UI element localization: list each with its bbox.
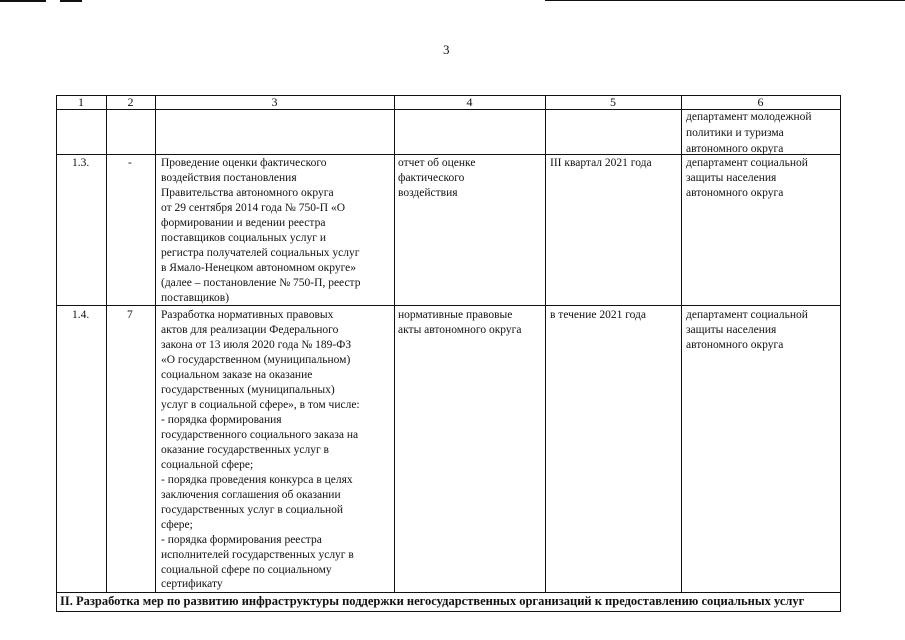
row-1-4-col6-line-1: департамент социальной [686, 309, 808, 321]
row-1-3-col4-line-2: фактического [398, 172, 465, 184]
row-1-3-col3-line-8: в Ямало-Ненецком автономном округе» [161, 262, 356, 274]
row-1-3-col2: - [128, 157, 132, 169]
header-col-6: 6 [757, 95, 764, 109]
row-1-4-col3-line-6: государственных (муниципальных) [161, 384, 335, 396]
section-row-bottom-border [56, 611, 841, 612]
header-col-4: 4 [466, 95, 473, 109]
col-5-6-divider [681, 95, 682, 593]
scan-edge-mark-right [545, 0, 905, 1]
continuation-col6-line-1: департамент молодежной [686, 111, 812, 123]
row-1-4-col3-line-18: социальной сфере по социальному [161, 564, 332, 576]
row-1-3-col4-line-3: воздействия [398, 187, 458, 199]
table-right-border [840, 95, 841, 612]
row-1-3-col3-line-9: (далее – постановление № 750-П, реестр [161, 277, 361, 289]
row-1-4-col3-line-8: - порядка формирования [161, 414, 282, 426]
header-col-2: 2 [127, 95, 134, 109]
row-1-4-col3-line-2: актов для реализации Федерального [161, 324, 339, 336]
row-1-3-col6-line-3: автономного округа [686, 187, 784, 199]
row-1-4-col3-line-5: социальном заказе на оказание [161, 369, 313, 381]
row-1-3-col3-line-10: поставщиков) [161, 292, 230, 304]
row-1-4-col3-line-7: услуг в социальной сфере», в том числе: [161, 399, 360, 411]
table-left-border [56, 95, 57, 612]
row-1-4-col2: 7 [127, 309, 133, 321]
col-4-5-divider [545, 95, 546, 593]
row-1-3-col4-line-1: отчет об оценке [398, 157, 476, 169]
row-1-4-col3-line-12: - порядка проведения конкурса в целях [161, 474, 353, 486]
col-2-3-divider [155, 95, 156, 593]
row-1-3-col3-line-7: регистра получателей социальных услуг [161, 247, 360, 259]
row-1-3-number: 1.3. [72, 157, 90, 169]
row-1-3-col3-line-5: формировании и ведении реестра [161, 217, 326, 229]
row-1-4-col3-line-19: сертификату [161, 578, 223, 590]
row-1-4-col6-line-2: защиты населения [686, 324, 777, 336]
page-number: 3 [443, 42, 450, 57]
row-1-4-col3-line-3: закона от 13 июля 2020 года № 189-ФЗ [161, 339, 352, 351]
row-1-4-col3-line-9: государственного социального заказа на [161, 429, 359, 441]
row-1-3-col6-line-1: департамент социальной [686, 157, 808, 169]
row-1-3-col6-line-2: защиты населения [686, 172, 777, 184]
row-1-4-col3-line-16: - порядка формирования реестра [161, 534, 322, 546]
scan-edge-mark-mid [60, 0, 82, 2]
col-1-2-divider [106, 95, 107, 593]
header-col-5: 5 [610, 95, 616, 109]
row-1-4-col3-line-11: социальной сфере; [161, 459, 254, 471]
row-1-3-col3-line-1: Проведение оценки фактического [161, 157, 327, 169]
row-1-4-col3-line-4: «О государственном (муниципальном) [161, 354, 351, 366]
continuation-col6-line-2: политики и туризма [686, 127, 784, 139]
row-1-4-col4-line-2: акты автономного округа [398, 324, 522, 336]
row-1-4-col3-line-13: заключения соглашения об оказании [161, 489, 341, 501]
row-1-4-col6-line-3: автономного округа [686, 339, 784, 351]
row-1-4-col3-line-10: оказание государственных услуг в [161, 444, 329, 456]
row-1-3-col3-line-3: Правительства автономного округа [161, 187, 334, 199]
row-1-4-col3-line-15: сфере; [161, 519, 193, 531]
scan-edge-mark-left [0, 0, 46, 2]
row-1-4-col5-line-1: в течение 2021 года [550, 309, 647, 321]
row-1-4-col4-line-1: нормативные правовые [398, 309, 513, 321]
row-1-3-col3-line-6: поставщиков социальных услуг и [161, 232, 327, 244]
row-1-4-col3-line-1: Разработка нормативных правовых [161, 309, 334, 321]
col-3-4-divider [394, 95, 395, 593]
row-1-4-number: 1.4. [72, 309, 90, 321]
row-1-3-col3-line-2: воздействия постановления [161, 172, 297, 184]
row-1-4-col3-line-14: государственных услуг в социальной [161, 504, 344, 516]
row-1-3-col3-line-4: от 29 сентября 2014 года № 750-П «О [161, 202, 346, 214]
continuation-col6-line-3: автономного округа [686, 143, 784, 155]
section-heading: II. Разработка мер по развитию инфраструктуры поддержки негосударственных организаций к предоставлению социальных услуг [60, 594, 805, 608]
header-col-3: 3 [271, 95, 278, 109]
row-1-3-col5-line-1: III квартал 2021 года [550, 157, 652, 169]
header-col-1: 1 [78, 95, 84, 109]
row-1-4-col3-line-17: исполнителей государственных услуг в [161, 549, 354, 561]
